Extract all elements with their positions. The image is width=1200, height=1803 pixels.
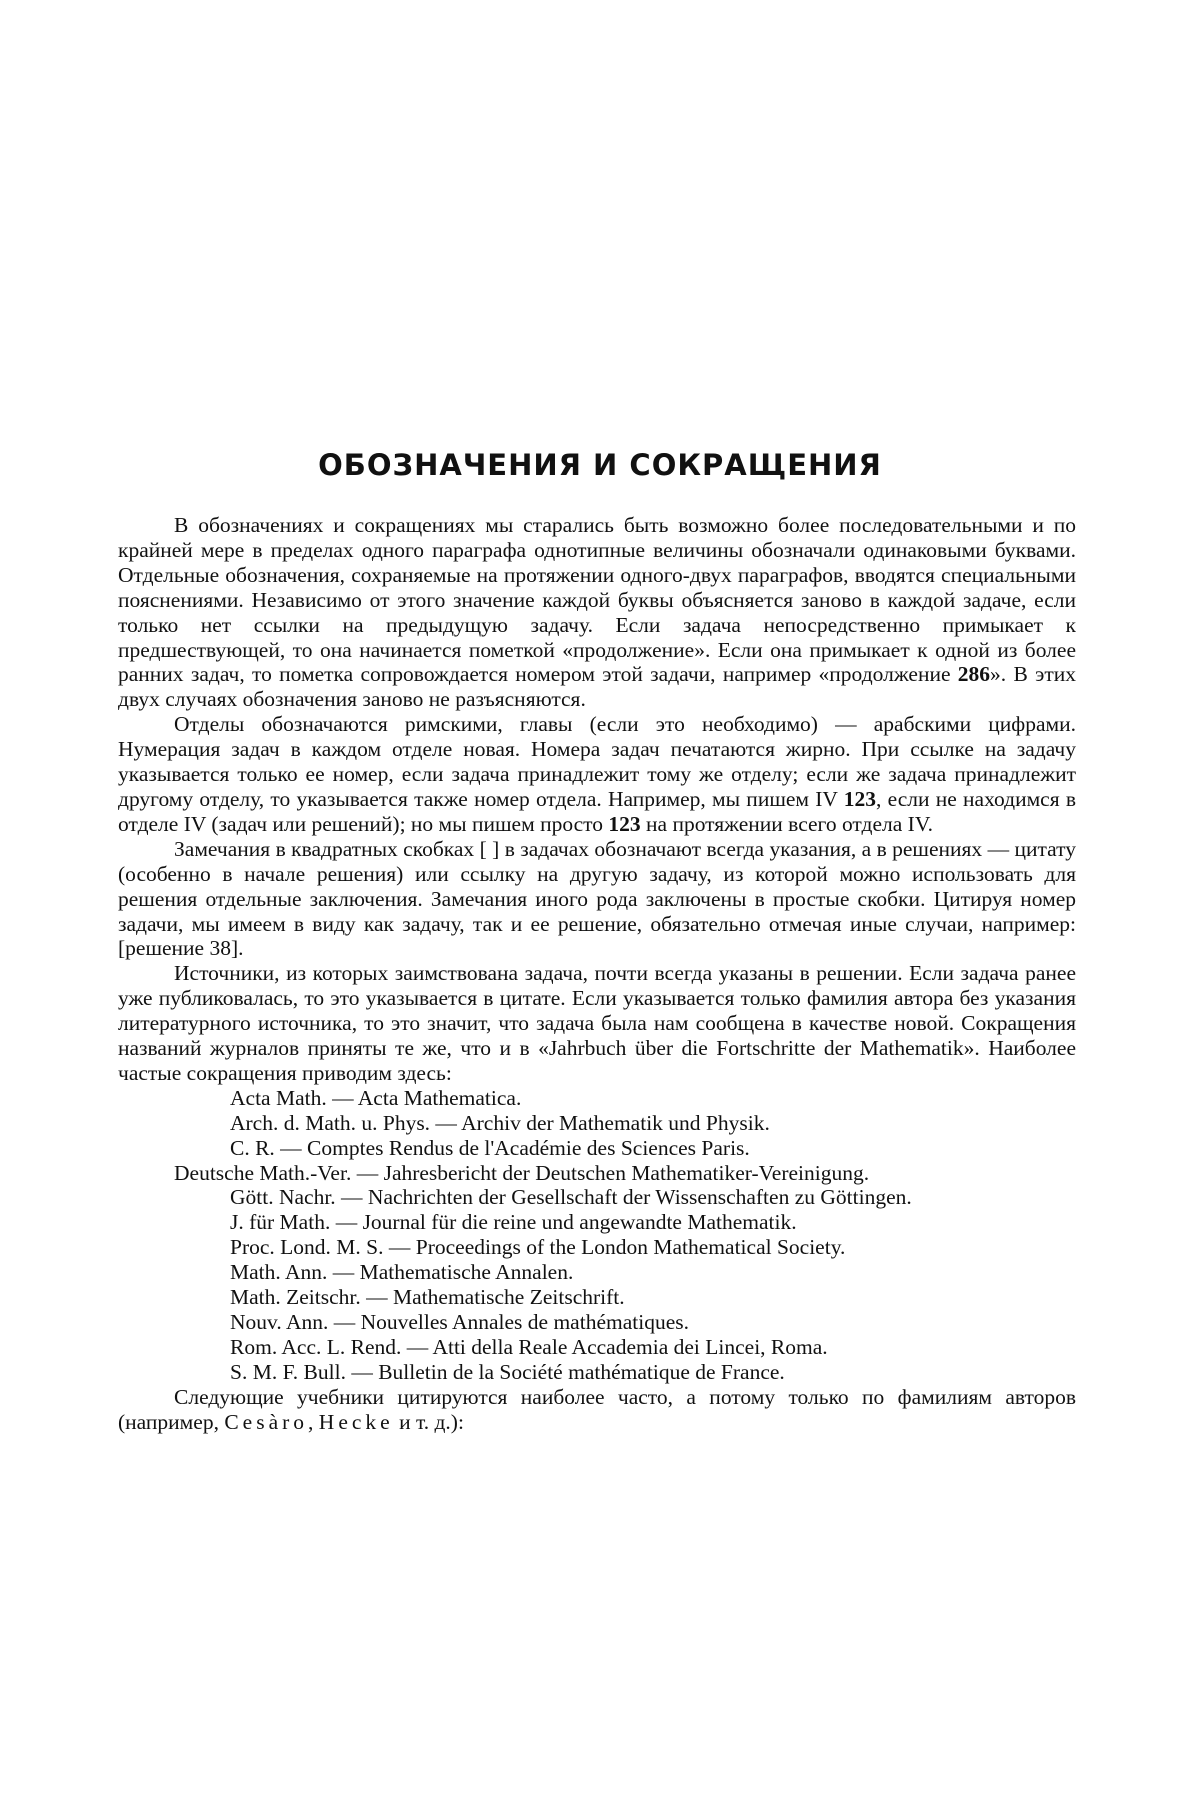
author-name: Hecke [319,1410,394,1434]
page-title: ОБОЗНАЧЕНИЯ И СОКРАЩЕНИЯ [0,448,1200,482]
problem-number: 123 [608,812,640,836]
abbreviation-item: J. für Math. — Journal für die reine und angewandte Mathematik. [118,1210,1076,1235]
abbreviation-item: Math. Zeitschr. — Mathematische Zeitschrift. [118,1285,1076,1310]
paragraph-numbering [118,712,1076,837]
abbreviation-item: Deutsche Math.-Ver. — Jahresbericht der Deutschen Mathematiker-Vereinigung. [118,1161,1076,1186]
abbreviation-item: Rom. Acc. L. Rend. — Atti della Reale Accademia dei Lincei, Roma. [118,1335,1076,1360]
paragraph-notation-text: В обозначениях и сокращениях мы старались быть возможно более последовательными и по крайней мере в пределах одного параграфа однотипные величины обозначали одинаковыми буквами. Отдельные обозначения, сохраняемые на протяжении одного-двух параграфов, вводятся специальными пояснениями. Независимо от этого значение каждой буквы объясняется заново в каждой задаче, если только нет ссылки на предыдущую задачу. Если задача непосредственно примыкает к предшествующей, то она начинается пометкой «продолжение». Если она примыкает к одной из более ранних задач, то пометка сопровождается номером этой задачи, например «продолжение [118,513,1076,686]
paragraph-textbooks [118,1385,1076,1435]
paragraph-numbering-text: на протяжении всего отдела IV. [641,812,933,836]
document-body [118,513,1076,1435]
abbreviation-item: Nouv. Ann. — Nouvelles Annales de mathématiques. [118,1310,1076,1335]
abbreviation-item: S. M. F. Bull. — Bulletin de la Société mathématique de France. [118,1360,1076,1385]
abbreviation-item: Arch. d. Math. u. Phys. — Archiv der Mathematik und Physik. [118,1111,1076,1136]
abbreviation-list [118,1086,1076,1385]
paragraph-notation-tail: ». В этих двух случаях обозначения заново не разъясняются. [118,662,1076,711]
separator-text: , [308,1410,319,1434]
paragraph-numbering-text: Отделы обозначаются римскими, главы (если это необходимо) — арабскими цифрами. Нумерация задач в каждом отделе новая. Номера задач печатаются жирно. При ссылке на задачу указывается только ее номер, если задача принадлежит тому же отделу; если же задача принадлежит другому отделу, то указывается также номер отдела. Например, мы пишем IV [118,712,1076,811]
abbreviation-item: Gött. Nachr. — Nachrichten der Gesellschaft der Wissenschaften zu Göttingen. [118,1185,1076,1210]
paragraph-notation [118,513,1076,712]
paragraph-textbooks-text: Следующие учебники цитируются наиболее часто, а потому только по фамилиям авторов (например, [118,1385,1076,1434]
abbreviation-item: Proc. Lond. M. S. — Proceedings of the London Mathematical Society. [118,1235,1076,1260]
paragraph-brackets: Замечания в квадратных скобках [ ] в задачах обозначают всегда указания, а в решениях — цитату (особенно в начале решения) или ссылку на другую задачу, из которой можно использовать для решения отдельные заключения. Замечания иного рода заключены в простые скобки. Цитируя номер задачи, мы имеем в виду как задачу, так и ее решение, обязательно отмечая иные случаи, например: [решение 38]. [118,837,1076,962]
problem-number: 286 [958,662,990,686]
problem-number: 123 [844,787,876,811]
author-name: Cesàro [224,1410,308,1434]
abbreviation-item: Acta Math. — Acta Mathematica. [118,1086,1076,1111]
paragraph-textbooks-tail: и т. д.): [394,1410,464,1434]
abbreviation-item: Math. Ann. — Mathematische Annalen. [118,1260,1076,1285]
paragraph-numbering-text: , если не находимся в отделе IV (задач или решений); но мы пишем просто [118,787,1076,836]
abbreviation-item: C. R. — Comptes Rendus de l'Académie des Sciences Paris. [118,1136,1076,1161]
paragraph-sources: Источники, из которых заимствована задача, почти всегда указаны в решении. Если задача ранее уже публиковалась, то это указывается в цитате. Если указывается только фамилия автора без указания литературного источника, то это значит, что задача была нам сообщена в качестве новой. Сокращения названий журналов приняты те же, что и в «Jahrbuch über die Fortschritte der Mathematik». Наиболее частые сокращения приводим здесь: [118,961,1076,1086]
document-page [0,0,1200,1803]
